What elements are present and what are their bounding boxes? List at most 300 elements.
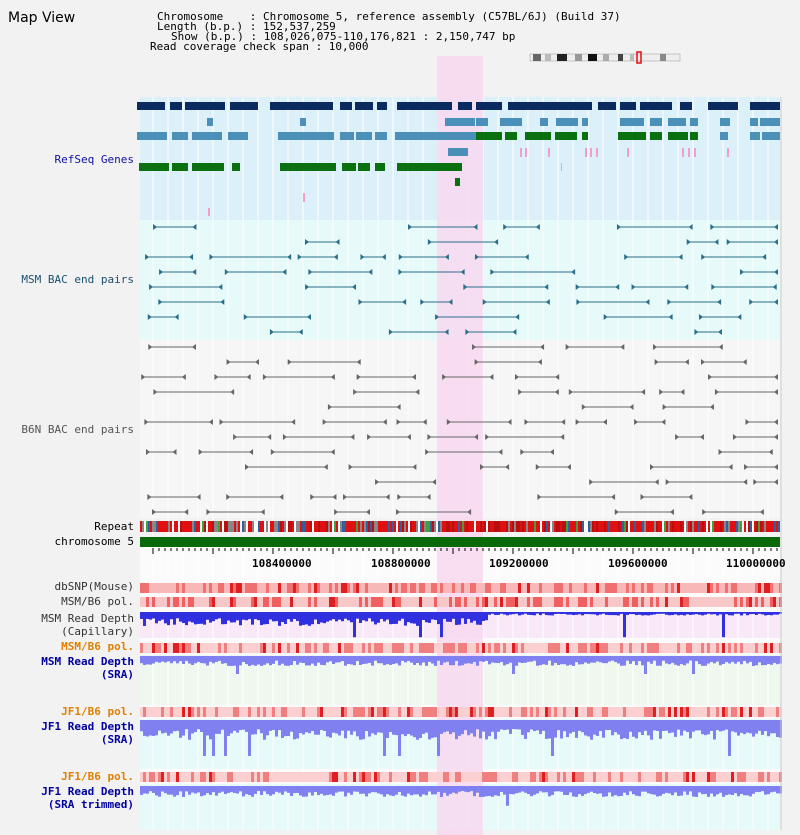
depth-bar (254, 612, 257, 619)
depth-bar (203, 656, 206, 663)
repeat-block (256, 521, 258, 532)
depth-bar (383, 656, 386, 665)
heat-cell (437, 707, 440, 717)
heat-cell (335, 707, 338, 717)
depth-bar (554, 720, 557, 738)
heat-cell (488, 583, 491, 593)
heat-cell (737, 772, 740, 782)
gene-feature (508, 102, 520, 110)
heat-cell (512, 583, 515, 593)
heat-cell (311, 583, 314, 593)
depth-bar (323, 656, 326, 665)
heat-cell (515, 643, 518, 653)
heat-cell (644, 583, 647, 593)
heat-cell (632, 772, 635, 782)
depth-bar (545, 656, 548, 665)
repeat-block (192, 521, 194, 532)
depth-bar (764, 720, 767, 731)
heat-cell (404, 583, 407, 593)
heat-cell (191, 583, 194, 593)
heat-cell (365, 707, 368, 717)
depth-bar (662, 720, 665, 731)
depth-bar (566, 720, 569, 737)
heat-cell (170, 772, 173, 782)
refseq-marker (303, 193, 305, 202)
depth-bar (212, 720, 215, 756)
depth-bar (449, 720, 452, 734)
depth-bar (332, 720, 335, 733)
heat-cell (164, 597, 167, 607)
depth-bar (410, 656, 413, 663)
heat-cell (644, 772, 647, 782)
repeat-block (360, 521, 362, 532)
depth-bar (473, 612, 476, 621)
heat-cell (359, 583, 362, 593)
gene-feature (720, 132, 728, 140)
heat-cell (605, 772, 608, 782)
heat-cell (380, 707, 383, 717)
depth-bar (758, 612, 761, 614)
heat-cell (260, 707, 263, 717)
heat-cell (653, 772, 656, 782)
heat-cell (746, 707, 749, 717)
depth-bar (176, 612, 179, 618)
heat-cell (488, 597, 491, 607)
heat-cell (644, 707, 647, 717)
repeat-block (676, 521, 678, 532)
depth-bar (284, 612, 287, 624)
heat-cell (305, 597, 308, 607)
repeat-block (724, 521, 726, 532)
repeat-block (610, 521, 612, 532)
repeat-block (342, 521, 344, 532)
heat-cell (281, 707, 284, 717)
depth-bar (365, 786, 368, 796)
depth-bar (704, 656, 707, 666)
repeat-block (482, 521, 484, 532)
gene-feature (455, 178, 460, 186)
depth-bar (566, 612, 569, 615)
depth-bar (605, 720, 608, 730)
heat-cell (212, 643, 215, 653)
heat-cell (395, 597, 398, 607)
depth-bar (452, 786, 455, 793)
heat-cell (461, 772, 464, 782)
depth-bar (776, 656, 779, 664)
heat-cell (638, 597, 641, 607)
depth-bar (641, 656, 644, 665)
repeat-block (604, 521, 606, 532)
repeat-block (636, 521, 638, 532)
heat-cell (641, 772, 644, 782)
repeat-block (638, 521, 640, 532)
heat-cell (149, 583, 152, 593)
depth-bar (680, 656, 683, 664)
depth-bar (161, 720, 164, 733)
depth-bar (275, 656, 278, 661)
gene-feature (690, 132, 698, 140)
depth-bar (164, 612, 167, 623)
heat-cell (263, 597, 266, 607)
heat-cell (653, 583, 656, 593)
heat-cell (392, 597, 395, 607)
depth-bar (590, 720, 593, 740)
heat-cell (224, 643, 227, 653)
heat-cell (209, 597, 212, 607)
heat-cell (146, 772, 149, 782)
depth-bar (515, 656, 518, 666)
depth-bar (614, 656, 617, 662)
heat-cell (704, 772, 707, 782)
repeat-block (624, 521, 626, 532)
depth-bar (773, 786, 776, 792)
depth-bar (197, 612, 200, 624)
label-msm-bac[interactable]: MSM BAC end pairs (21, 273, 134, 286)
depth-bar (464, 656, 467, 664)
heat-cell (653, 597, 656, 607)
depth-bar (464, 786, 467, 792)
repeat-block (530, 521, 532, 532)
heat-cell (494, 643, 497, 653)
repeat-block (762, 521, 764, 532)
depth-bar (158, 786, 161, 797)
heat-cell (317, 597, 320, 607)
heat-cell (743, 772, 746, 782)
depth-bar (440, 786, 443, 797)
depth-bar (311, 656, 314, 664)
ideogram-band (618, 54, 623, 61)
repeat-block (228, 521, 230, 532)
heat-cell (689, 643, 692, 653)
repeat-block (418, 521, 420, 532)
refseq-marker (682, 148, 684, 157)
heat-cell (260, 583, 263, 593)
depth-bar (281, 612, 284, 622)
label-msm-b6-pol: MSM/B6 pol. (61, 595, 134, 608)
heat-cell (545, 583, 548, 593)
heat-cell (389, 772, 392, 782)
heat-cell (569, 597, 572, 607)
depth-bar (482, 720, 485, 732)
repeat-block (348, 521, 350, 532)
heat-cell (176, 707, 179, 717)
depth-bar (503, 786, 506, 795)
heat-cell (440, 583, 443, 593)
heat-cell (761, 643, 764, 653)
heat-cell (317, 707, 320, 717)
depth-bar (737, 656, 740, 662)
depth-bar (161, 786, 164, 792)
heat-cell (389, 597, 392, 607)
heat-cell (209, 643, 212, 653)
heat-cell (710, 643, 713, 653)
depth-bar (284, 786, 287, 791)
depth-bar (221, 720, 224, 730)
heat-cell (773, 583, 776, 593)
repeat-block (648, 521, 650, 532)
heat-cell (716, 707, 719, 717)
heat-cell (203, 772, 206, 782)
heat-cell (473, 772, 476, 782)
heat-cell (542, 643, 545, 653)
heat-cell (356, 583, 359, 593)
label-chromosome: chromosome 5 (54, 535, 134, 548)
heat-cell (314, 583, 317, 593)
heat-cell (590, 772, 593, 782)
repeat-block (700, 521, 702, 532)
depth-bar (527, 656, 530, 662)
heat-cell (491, 597, 494, 607)
heat-cell (680, 772, 683, 782)
depth-bar (560, 720, 563, 739)
depth-bar (716, 720, 719, 730)
repeat-block (614, 521, 616, 532)
heat-cell (380, 772, 383, 782)
depth-bar (695, 656, 698, 661)
repeat-block (580, 521, 582, 532)
heat-cell (773, 772, 776, 782)
repeat-block (370, 521, 372, 532)
depth-bar (611, 786, 614, 796)
repeat-block (748, 521, 750, 532)
heat-cell (575, 597, 578, 607)
heat-cell (221, 707, 224, 717)
repeat-block (576, 521, 578, 532)
heat-cell (275, 643, 278, 653)
heat-cell (452, 643, 455, 653)
heat-cell (557, 772, 560, 782)
heat-cell (482, 772, 485, 782)
heat-cell (302, 583, 305, 593)
gene-feature (750, 118, 758, 126)
repeat-block (514, 521, 516, 532)
heat-cell (347, 772, 350, 782)
repeat-block (774, 521, 776, 532)
heat-cell (656, 772, 659, 782)
repeat-block (602, 521, 604, 532)
depth-bar (326, 786, 329, 795)
repeat-block (562, 521, 564, 532)
repeat-block (470, 521, 472, 532)
depth-bar (731, 720, 734, 731)
heat-cell (536, 772, 539, 782)
depth-bar (581, 720, 584, 732)
heat-cell (479, 583, 482, 593)
heat-cell (530, 643, 533, 653)
depth-bar (140, 720, 143, 731)
heat-cell (245, 772, 248, 782)
depth-bar (473, 720, 476, 737)
heat-cell (506, 583, 509, 593)
depth-bar (299, 656, 302, 663)
heat-cell (497, 583, 500, 593)
depth-bar (575, 612, 578, 615)
repeat-block (450, 521, 452, 532)
depth-bar (236, 612, 239, 620)
depth-bar (692, 786, 695, 797)
label-b6n-bac[interactable]: B6N BAC end pairs (21, 423, 134, 436)
depth-bar (146, 720, 149, 737)
heat-cell (140, 643, 143, 653)
heat-cell (308, 643, 311, 653)
repeat-block (484, 521, 486, 532)
heat-cell (344, 707, 347, 717)
heat-cell (518, 583, 521, 593)
heat-cell (509, 772, 512, 782)
heat-cell (608, 643, 611, 653)
depth-bar (353, 612, 356, 637)
heat-cell (386, 597, 389, 607)
depth-bar (602, 786, 605, 797)
depth-bar (626, 656, 629, 661)
repeat-block (768, 521, 770, 532)
depth-bar (533, 720, 536, 731)
depth-bar (440, 612, 443, 637)
depth-bar (623, 786, 626, 793)
heat-cell (149, 772, 152, 782)
depth-bar (506, 656, 509, 664)
depth-bar (287, 786, 290, 793)
heat-cell (350, 583, 353, 593)
depth-bar (602, 720, 605, 738)
heat-cell (347, 707, 350, 717)
heat-cell (197, 707, 200, 717)
depth-bar (188, 786, 191, 795)
heat-cell (764, 643, 767, 653)
depth-bar (329, 612, 332, 620)
heat-cell (215, 643, 218, 653)
heat-cell (707, 707, 710, 717)
heat-cell (752, 707, 755, 717)
heat-cell (743, 597, 746, 607)
heat-cell (602, 772, 605, 782)
heat-cell (329, 643, 332, 653)
depth-bar (371, 720, 374, 733)
heat-cell (704, 707, 707, 717)
depth-bar (563, 720, 566, 731)
depth-bar (269, 786, 272, 796)
heat-cell (335, 583, 338, 593)
repeat-block (376, 521, 378, 532)
repeat-block (688, 521, 690, 532)
heat-cell (212, 597, 215, 607)
depth-bar (422, 786, 425, 794)
depth-bar (599, 720, 602, 731)
heat-cell (251, 583, 254, 593)
repeat-block (336, 521, 338, 532)
depth-bar (305, 612, 308, 624)
depth-bar (551, 720, 554, 756)
depth-bar (665, 656, 668, 663)
depth-bar (218, 786, 221, 793)
heat-cell (677, 772, 680, 782)
heat-cell (614, 643, 617, 653)
heat-cell (245, 643, 248, 653)
repeat-block (722, 521, 724, 532)
repeat-block (466, 521, 468, 532)
heat-cell (683, 772, 686, 782)
heat-cell (221, 583, 224, 593)
repeat-block (368, 521, 370, 532)
depth-bar (299, 612, 302, 626)
depth-bar (323, 720, 326, 731)
depth-bar (185, 612, 188, 625)
heat-cell (380, 643, 383, 653)
depth-bar (548, 656, 551, 661)
depth-bar (182, 612, 185, 623)
depth-bar (584, 656, 587, 663)
heat-cell (233, 707, 236, 717)
depth-bar (473, 786, 476, 796)
heat-cell (725, 772, 728, 782)
depth-bar (557, 786, 560, 791)
depth-bar (773, 612, 776, 615)
repeat-block (300, 521, 302, 532)
depth-bar (605, 612, 608, 615)
depth-bar (287, 656, 290, 666)
depth-bar (485, 720, 488, 739)
depth-bar (353, 720, 356, 731)
heat-cell (764, 597, 767, 607)
heat-cell (551, 597, 554, 607)
depth-bar (596, 720, 599, 736)
heat-cell (227, 707, 230, 717)
depth-bar (158, 720, 161, 731)
heat-cell (263, 643, 266, 653)
gene-feature (375, 132, 387, 140)
gene-feature (540, 118, 548, 126)
repeat-block (534, 521, 536, 532)
depth-bar (326, 612, 329, 622)
depth-bar (395, 786, 398, 795)
depth-bar (644, 656, 647, 674)
depth-bar (503, 720, 506, 730)
label-jf1-depth-trim: JF1 Read Depth (41, 785, 134, 798)
depth-bar (470, 612, 473, 623)
heat-cell (407, 707, 410, 717)
heat-cell (251, 597, 254, 607)
label-refseq-genes[interactable]: RefSeq Genes (54, 153, 134, 166)
heat-cell (443, 707, 446, 717)
heat-cell (488, 643, 491, 653)
repeat-block (630, 521, 632, 532)
depth-bar (467, 720, 470, 735)
heat-cell (203, 707, 206, 717)
depth-bar (206, 720, 209, 735)
repeat-block (320, 521, 322, 532)
depth-bar (209, 786, 212, 795)
heat-cell (326, 583, 329, 593)
repeat-block (666, 521, 668, 532)
depth-bar (746, 720, 749, 733)
depth-bar (230, 656, 233, 666)
heat-cell (491, 583, 494, 593)
depth-bar (446, 720, 449, 731)
depth-bar (548, 786, 551, 796)
depth-bar (401, 656, 404, 661)
depth-bar (290, 786, 293, 796)
heat-cell (236, 643, 239, 653)
heat-cell (599, 583, 602, 593)
depth-bar (338, 656, 341, 662)
heat-cell (590, 597, 593, 607)
depth-bar (590, 612, 593, 614)
heat-cell (596, 643, 599, 653)
repeat-block (148, 521, 150, 532)
heat-cell (431, 707, 434, 717)
repeat-block (548, 521, 550, 532)
heat-cell (539, 597, 542, 607)
